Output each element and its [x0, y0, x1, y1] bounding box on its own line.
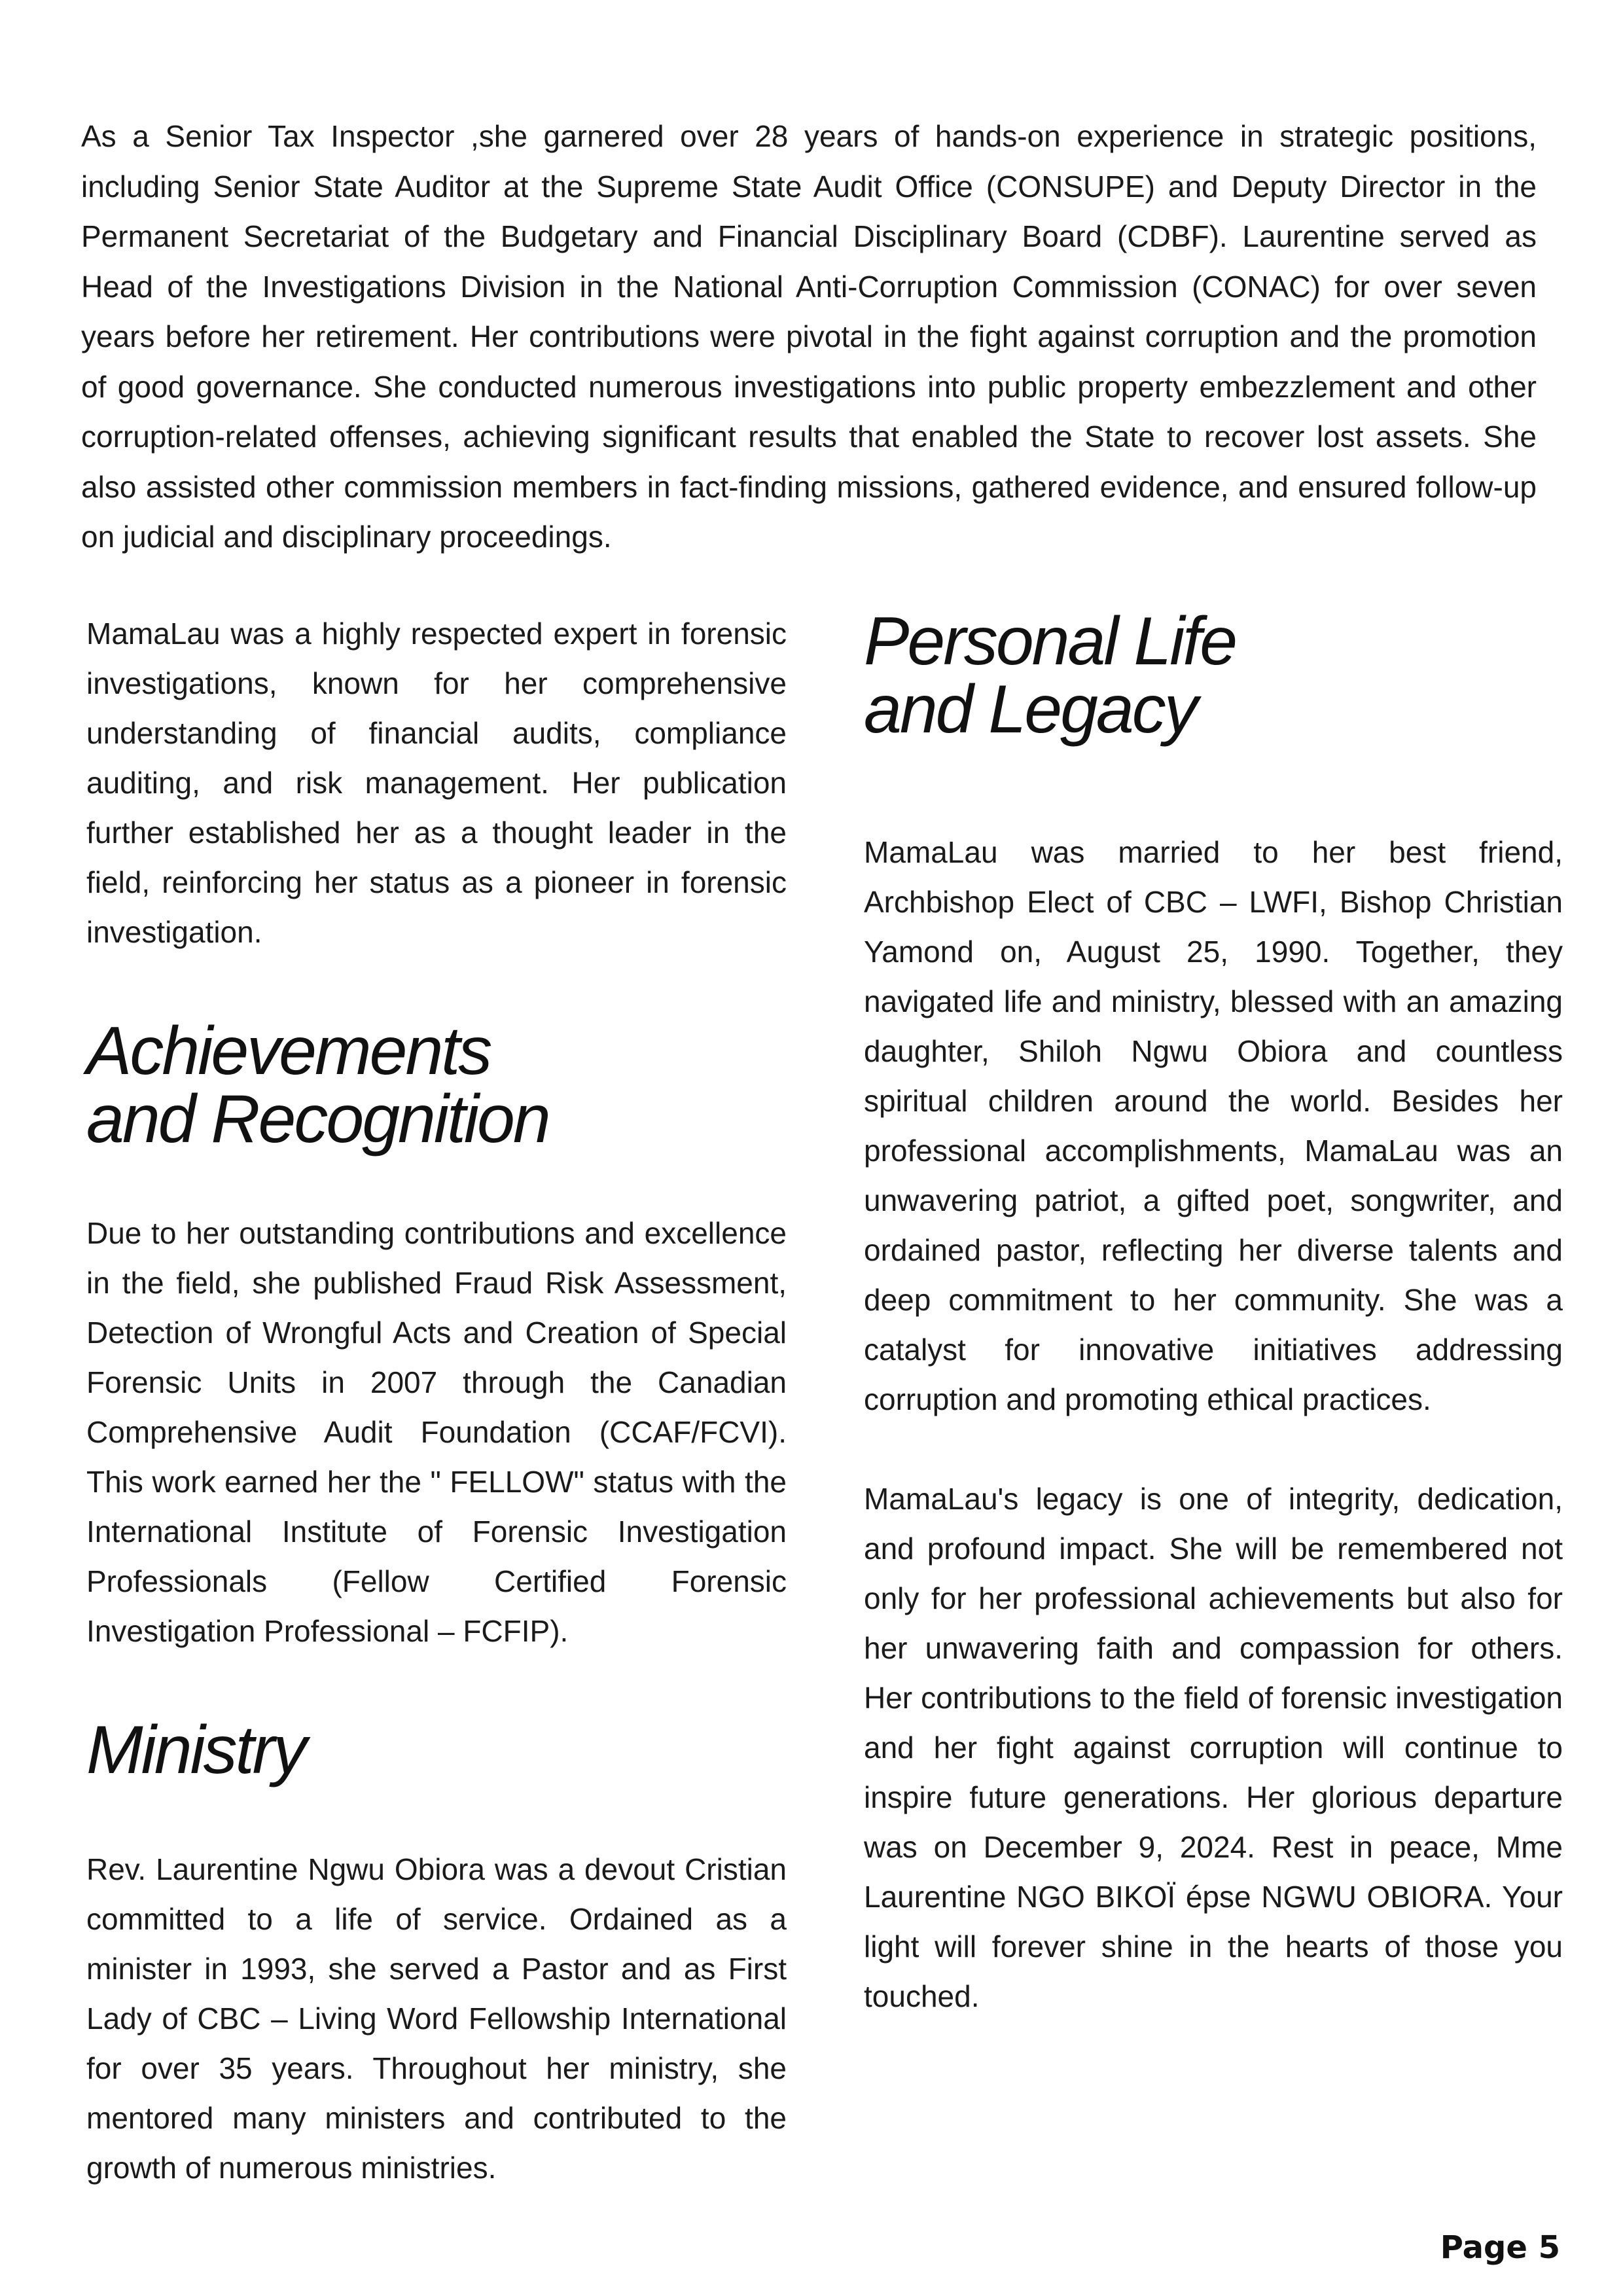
ministry-paragraph: Rev. Laurentine Ngwu Obiora was a devout Cristian committed to a life of service. Ordained as a minister in 1993, she served a Pastor and as First Lady of CBC – Living Word Fellowship International for over 35 years. Throughout her ministry, she mentored many ministers and contributed to the growth of numerous ministries. — [86, 1852, 787, 2185]
expertise-paragraph: MamaLau was a highly respected expert in forensic investigations, known for her comprehensive understanding of financial audits, compliance auditing, and risk management. Her publication further established her as a thought leader in the field, reinforcing her status as a pioneer in forensic investigation. — [86, 617, 787, 949]
marriage-paragraph: MamaLau was married to her best friend, Archbishop Elect of CBC – LWFI, Bishop Christian Yamond on, August 25, 1990. Together, they navigated life and ministry, blessed with an amazing daughter, Shiloh Ngwu Obiora and countless spiritual children around the world. Besides her professional accomplishments, MamaLau was an unwavering patriot, a gifted poet, songwriter, and ordained pastor, reflecting her diverse talents and deep commitment to her community. She was a catalyst for innovative initiatives addressing corruption and promoting ethical practices. — [864, 835, 1563, 1416]
ministry-heading-text: Ministry — [86, 1712, 306, 1788]
left-column — [86, 609, 787, 2193]
achievements-heading-line-2: and Recognition — [86, 1081, 549, 1157]
right-column — [864, 603, 1563, 2021]
intro-paragraph: As a Senior Tax Inspector ,she garnered over 28 years of hands-on experience in strategic positions, including Senior State Auditor at the Supreme State Audit Office (CONSUPE) and Deputy Director in the Permanent Secretariat of the Budgetary and Financial Disciplinary Board (CDBF). Laurentine served as Head of the Investigations Division in the National Anti-Corruption Commission (CONAC) for over seven years before her retirement. Her contributions were pivotal in the fight against corruption and the promotion of good governance. She conducted numerous investigations into public property embezzlement and other corruption-related offenses, achieving significant results that enabled the State to recover lost assets. She also assisted other commission members in fact-finding missions, gathered evidence, and ensured follow-up on judicial and disciplinary proceedings. — [81, 119, 1537, 554]
legacy-paragraph: MamaLau's legacy is one of integrity, dedication, and profound impact. She will be remembered not only for her professional achievements but also for her unwavering faith and compassion for others. Her contributions to the field of forensic investigation and her fight against corruption will continue to inspire future generations. Her glorious departure was on December 9, 2024. Rest in peace, Mme Laurentine NGO BIKOÏ épse NGWU OBIORA. Your light will forever shine in the hearts of those you touched. — [864, 1482, 1563, 2013]
ministry-heading — [86, 1712, 787, 1788]
page-number: Page 5 — [1440, 2229, 1560, 2266]
personal-life-heading-line-2: and Legacy — [864, 672, 1196, 747]
achievements-heading — [86, 1013, 787, 1157]
personal-life-heading-line-1: Personal Life — [864, 603, 1236, 679]
achievements-paragraph: Due to her outstanding contributions and excellence in the field, she published Fraud Risk Assessment, Detection of Wrongful Acts and Creation of Special Forensic Units in 2007 through the Canadian Comprehensive Audit Foundation (CCAF/FCVI). This work earned her the " FELLOW" status with the International Institute of Forensic Investigation Professionals (Fellow Certified Forensic Investigation Professional – FCFIP). — [86, 1216, 787, 1648]
personal-life-heading — [864, 603, 1563, 747]
achievements-heading-line-1: Achievements — [86, 1013, 491, 1089]
